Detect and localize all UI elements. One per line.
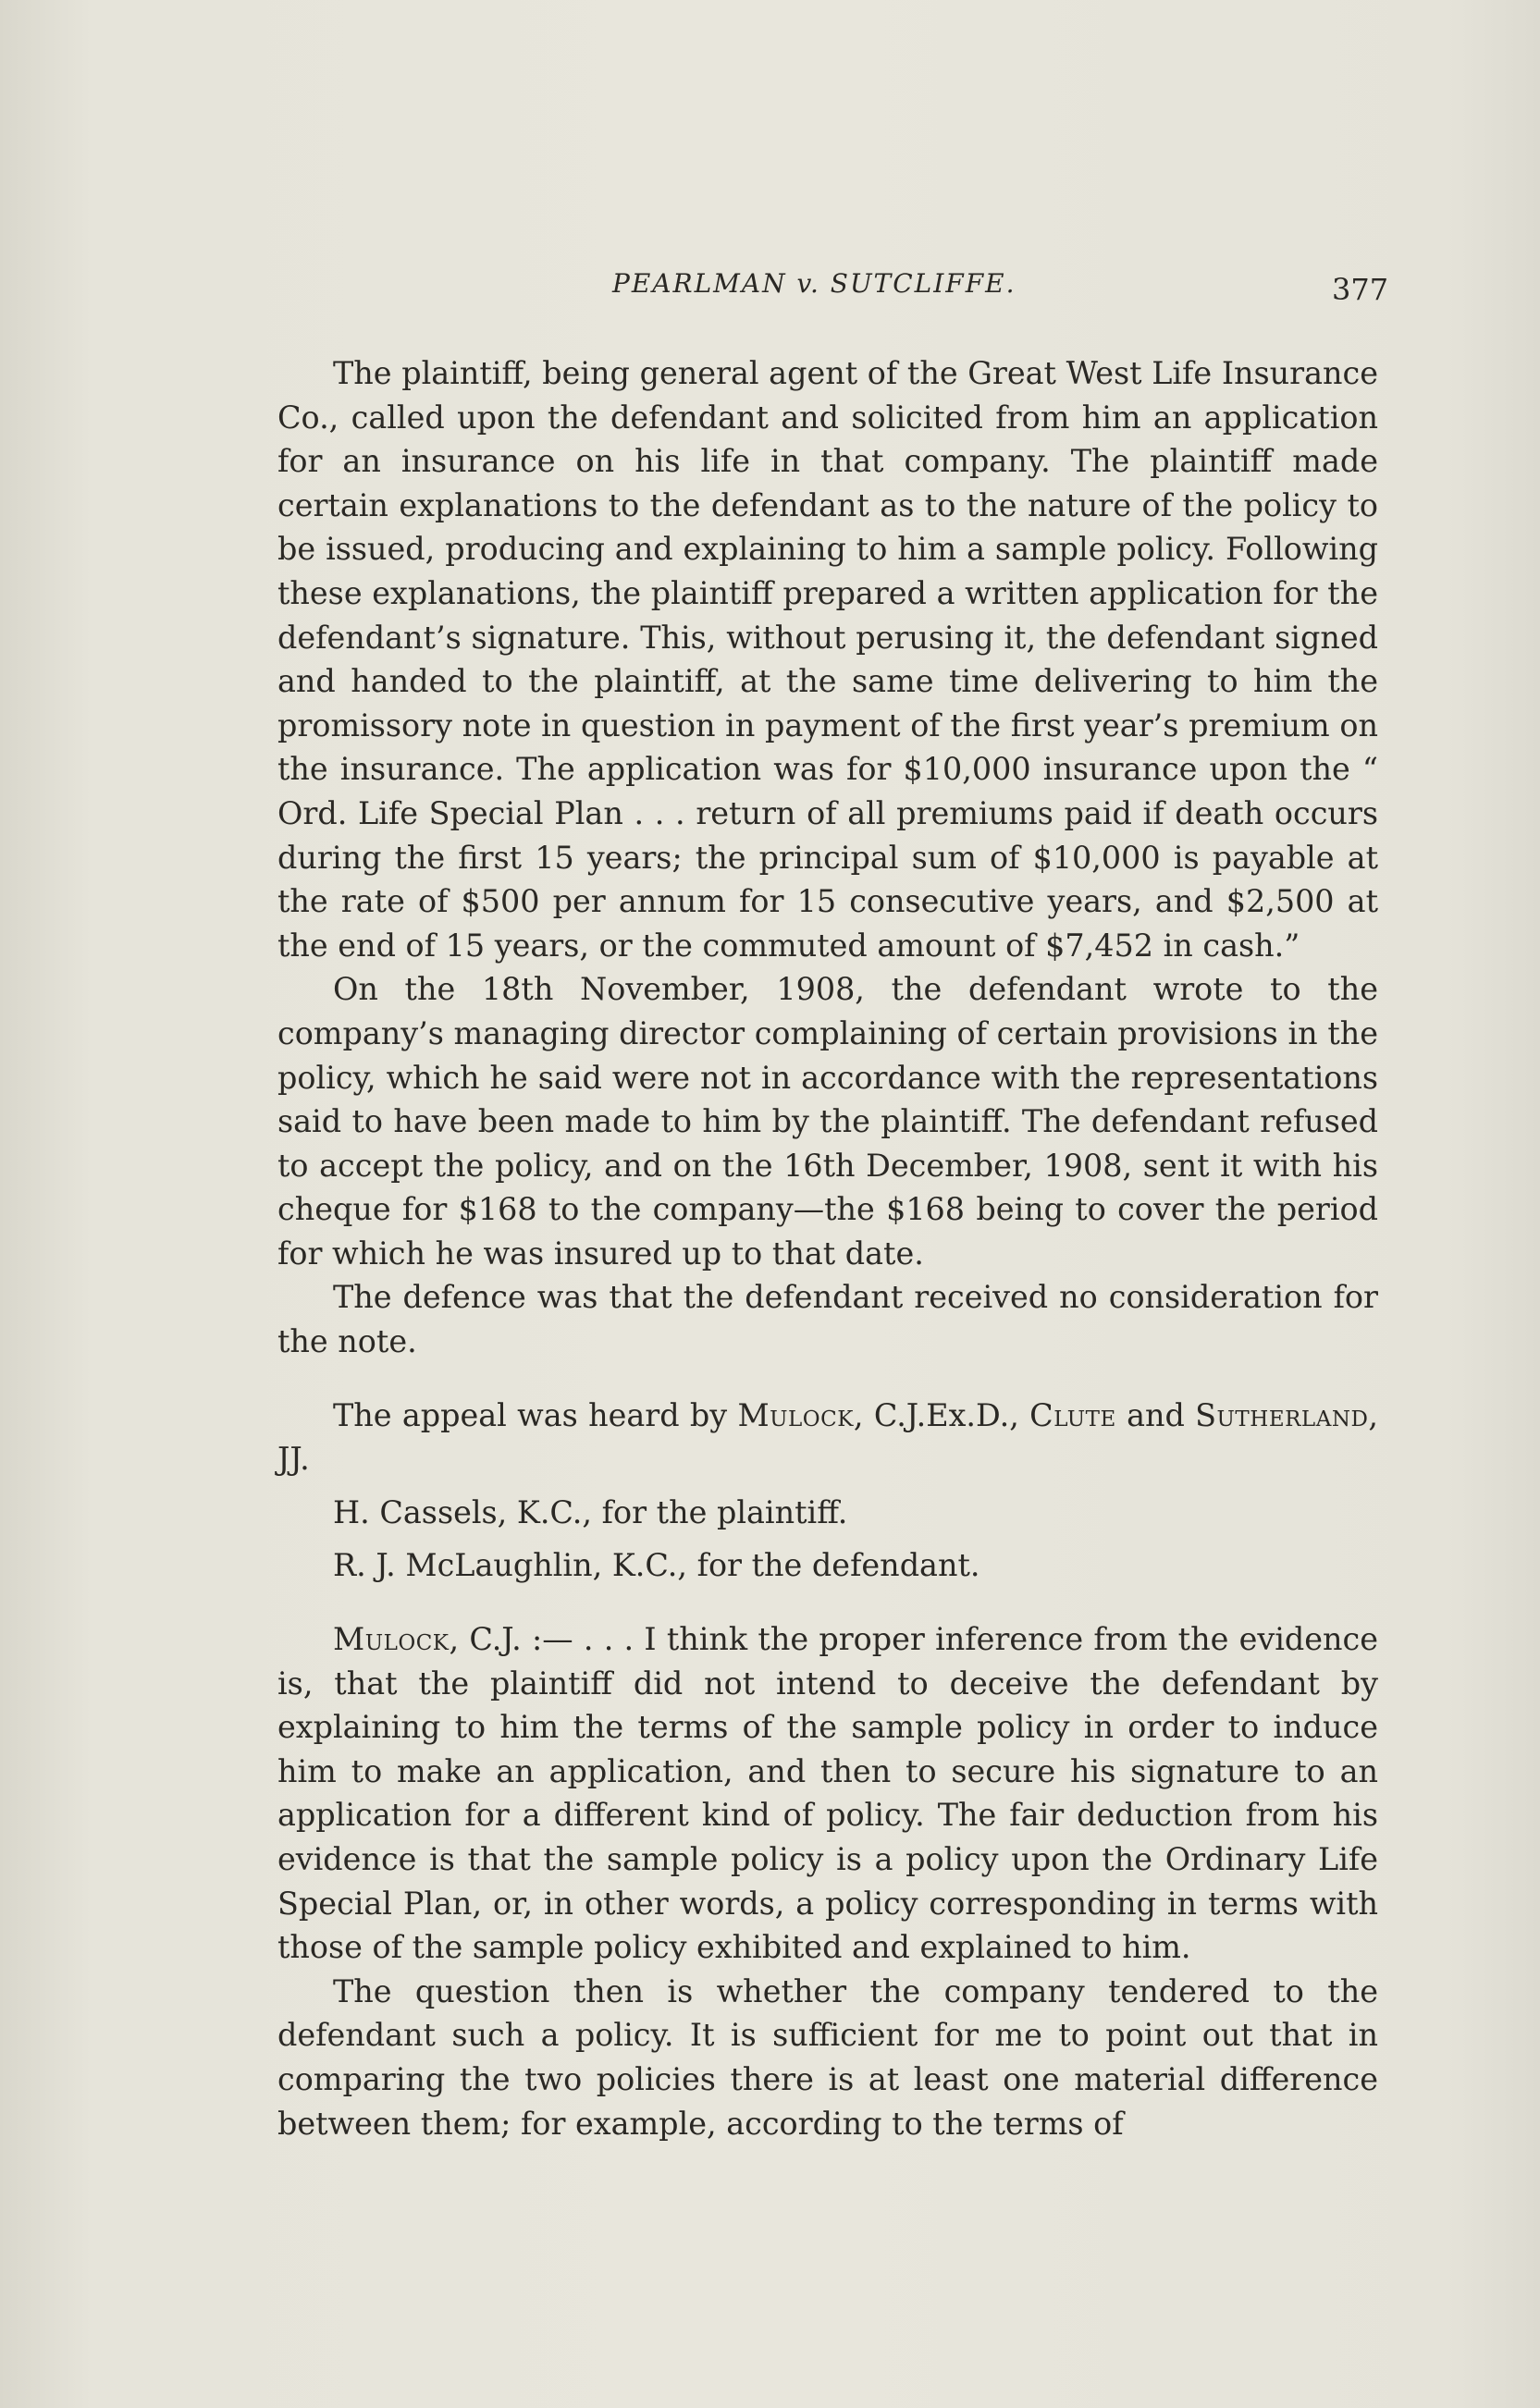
running-title: PEARLMAN v. SUTCLIFFE. [612, 268, 1016, 299]
judgment-text: , C.J. :— . . . I think the proper inference from the evidence is, that the plaintiff did not intend to deceive the defendant by explaining to him the terms of the sample policy in order to induce him to make an application, and then to secure his signature to an application for a different kind of policy. The fair deduction from his evidence is that the sample policy is a policy upon the Ordinary Life Special Plan, or, in other words, a policy corresponding in terms with those of the sample policy exhibited and explained to him. [277, 1621, 1378, 1966]
appeal-and: and [1127, 1396, 1185, 1433]
counsel-plaintiff: H. Cassels, K.C., for the plaintiff. [333, 1493, 848, 1530]
counsel-defendant: R. J. McLaughlin, K.C., for the defendant. [333, 1547, 980, 1584]
body-text [277, 351, 1378, 2145]
judge-mulock: Mulock [737, 1396, 854, 1433]
paragraph-defence: The defence was that the defendant received no consideration for the note. [277, 1279, 1378, 1360]
page-number: 377 [1332, 272, 1389, 307]
judge-mulock-title: , C.J.Ex.D., [853, 1396, 1019, 1433]
judge-sutherland: Sutherland [1195, 1396, 1369, 1433]
paragraph-appeal-bench [277, 1394, 1378, 1481]
paragraph-question: The question then is whether the company tendered to the defendant such a policy. It is sufficient for me to point out that in comparing the two policies there is at least one material difference between them; for example, according to the terms of [277, 1972, 1378, 2142]
running-head [277, 268, 1387, 305]
appeal-intro: The appeal was heard by [333, 1396, 728, 1433]
paragraph-complaint: On the 18th November, 1908, the defendant wrote to the company’s managing director complaining of certain provisions in the policy, which he said were not in accordance with the representations said to have been made to him by the plaintiff. The defendant refused to accept the policy, and on the 16th December, 1908, sent it with his cheque for $168 to the company—the $168 being to cover the period for which he was insured up to that date. [277, 971, 1378, 1272]
paragraph-facts: The plaintiff, being general agent of the Great West Life Insurance Co., called upon the defendant and solicited from him an application for an insurance on his life in that company. The plaintiff made certain explanations to the defendant as to the nature of the policy to be issued, producing and explaining to him a sample policy. Following these explanations, the plaintiff prepared a written application for the defendant’s signature. This, without perusing it, the defendant signed and handed to the plaintiff, at the same time delivering to him the promissory note in question in payment of the first year’s premium on the insurance. The application was for $10,000 insurance upon the “ Ord. Life Special Plan . . . return of all premiums paid if death occurs during the first 15 years; the principal sum of $10,000 is payable at the rate of $500 per annum for 15 consecutive years, and $2,500 at the end of 15 years, or the commuted amount of $7,452 in cash.” [277, 355, 1378, 964]
judgment-judge: Mulock [333, 1621, 450, 1658]
paragraph-judgment [277, 1617, 1378, 1970]
judge-clute: Clute [1029, 1396, 1116, 1433]
appeal-end: , JJ. [277, 1396, 1379, 1478]
